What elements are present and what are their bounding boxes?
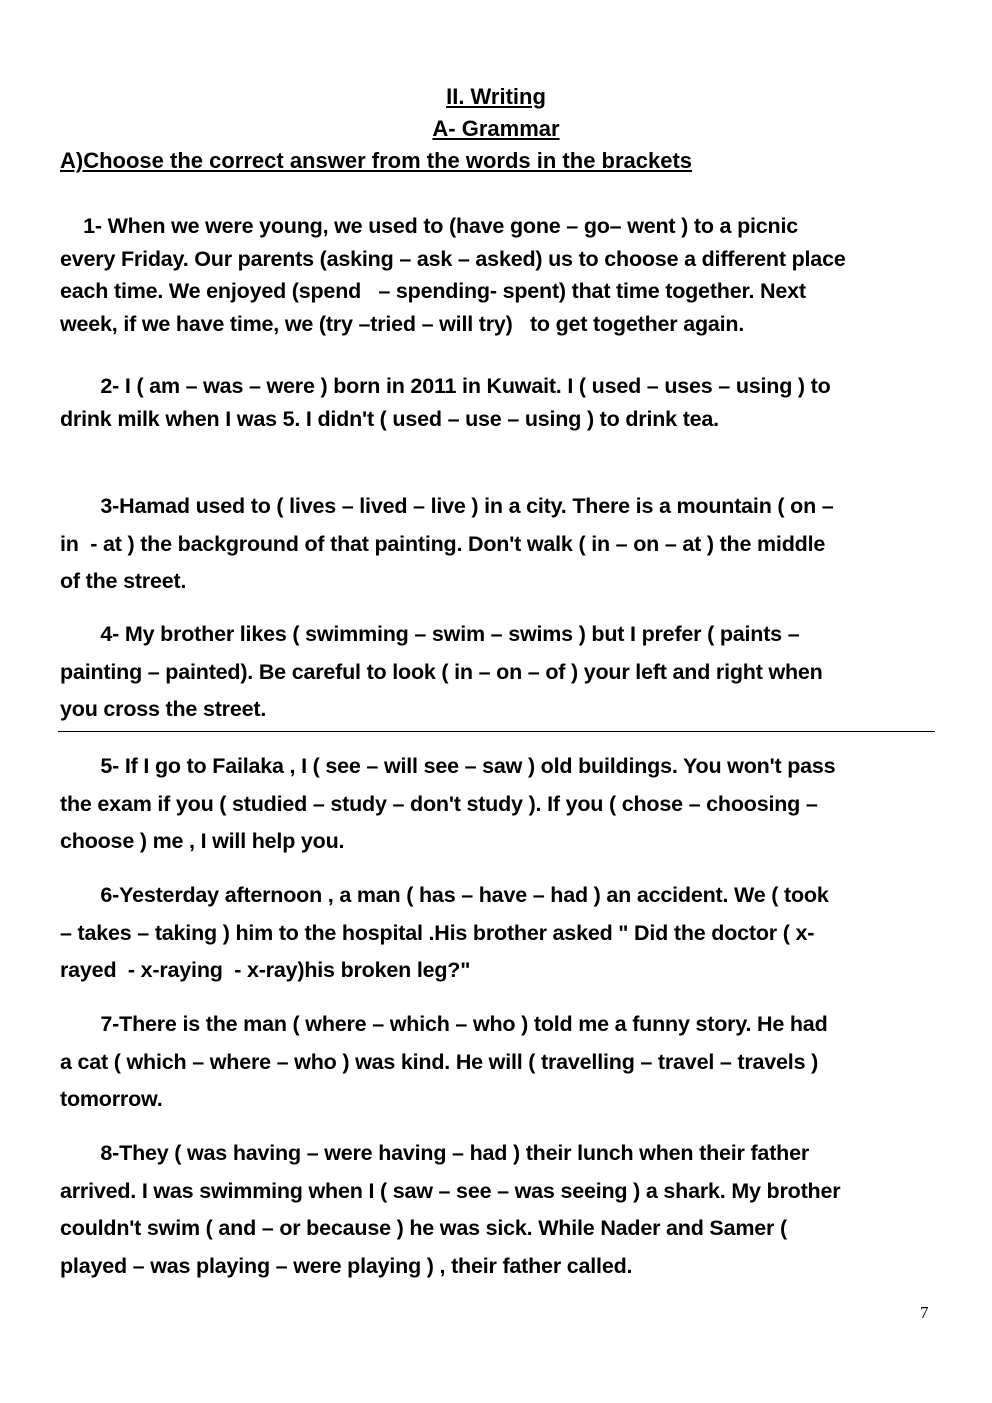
divider-line [58, 731, 935, 732]
exercise-6 [60, 877, 940, 990]
exercise-line: in - at ) the background of that painting. Don't walk ( in – on – at ) the middle [60, 531, 826, 556]
exercise-line: 4- My brother likes ( swimming – swim – swims ) but I prefer ( paints – [60, 622, 800, 646]
exercise-7 [60, 1006, 940, 1119]
exercise-4 [60, 616, 940, 729]
section-title: II. Writing [446, 84, 546, 109]
exercise-5 [60, 748, 940, 861]
exercise-line: every Friday. Our parents (asking – ask – asked) us to choose a different place [60, 246, 846, 271]
exercise-line: drink milk when I was 5. I didn't ( used – use – using ) to drink tea. [60, 407, 719, 431]
exercise-line: of the street. [60, 569, 187, 593]
exercise-line: 8-They ( was having – were having – had ) their lunch when their father [60, 1141, 810, 1165]
exercise-line: 1- When we were young, we used to (have gone – go– went ) to a picnic [60, 214, 799, 238]
exercise-line: 7-There is the man ( where – which – who ) told me a funny story. He had [60, 1012, 828, 1036]
subsection-title: A- Grammar [432, 116, 560, 141]
exercise-line: painting – painted). Be careful to look ( in – on – of ) your left and right when [60, 659, 823, 684]
exercise-line: 2- I ( am – was – were ) born in 2011 in Kuwait. I ( used – uses – using ) to [60, 374, 831, 398]
exercise-line: tomorrow. [60, 1087, 163, 1111]
exercise-line: couldn't swim ( and – or because ) he was sick. While Nader and Samer ( [60, 1216, 787, 1240]
exercise-line: – takes – taking ) him to the hospital .His brother asked " Did the doctor ( x- [60, 920, 815, 945]
exercise-line: each time. We enjoyed (spend – spending- spent) that time together. Next [60, 279, 806, 303]
exercise-line: you cross the street. [60, 697, 267, 721]
exercise-line: the exam if you ( studied – study – don't study ). If you ( chose – choosing – [60, 791, 818, 816]
exercise-line: 6-Yesterday afternoon , a man ( has – have – had ) an accident. We ( took [60, 883, 829, 907]
exercise-1 [60, 210, 940, 340]
page-number: 7 [920, 1303, 929, 1322]
exercise-3 [60, 488, 940, 601]
exercise-line: 3-Hamad used to ( lives – lived – live ) in a city. There is a mountain ( on – [60, 494, 834, 518]
exercise-line: choose ) me , I will help you. [60, 829, 345, 853]
exercise-line: played – was playing – were playing ) , their father called. [60, 1253, 633, 1278]
exercise-line: rayed - x-raying - x-ray)his broken leg?" [60, 958, 471, 982]
exercise-line: a cat ( which – where – who ) was kind. He will ( travelling – travel – travels ) [60, 1049, 819, 1074]
exercise-8 [60, 1135, 940, 1285]
instruction-text: A)Choose the correct answer from the words in the brackets [60, 148, 693, 173]
exercise-2 [60, 370, 940, 436]
exercise-line: 5- If I go to Failaka , I ( see – will see – saw ) old buildings. You won't pass [60, 754, 836, 778]
exercise-line: week, if we have time, we (try –tried – will try) to get together again. [60, 311, 745, 336]
exercise-line: arrived. I was swimming when I ( saw – see – was seeing ) a shark. My brother [60, 1178, 841, 1203]
